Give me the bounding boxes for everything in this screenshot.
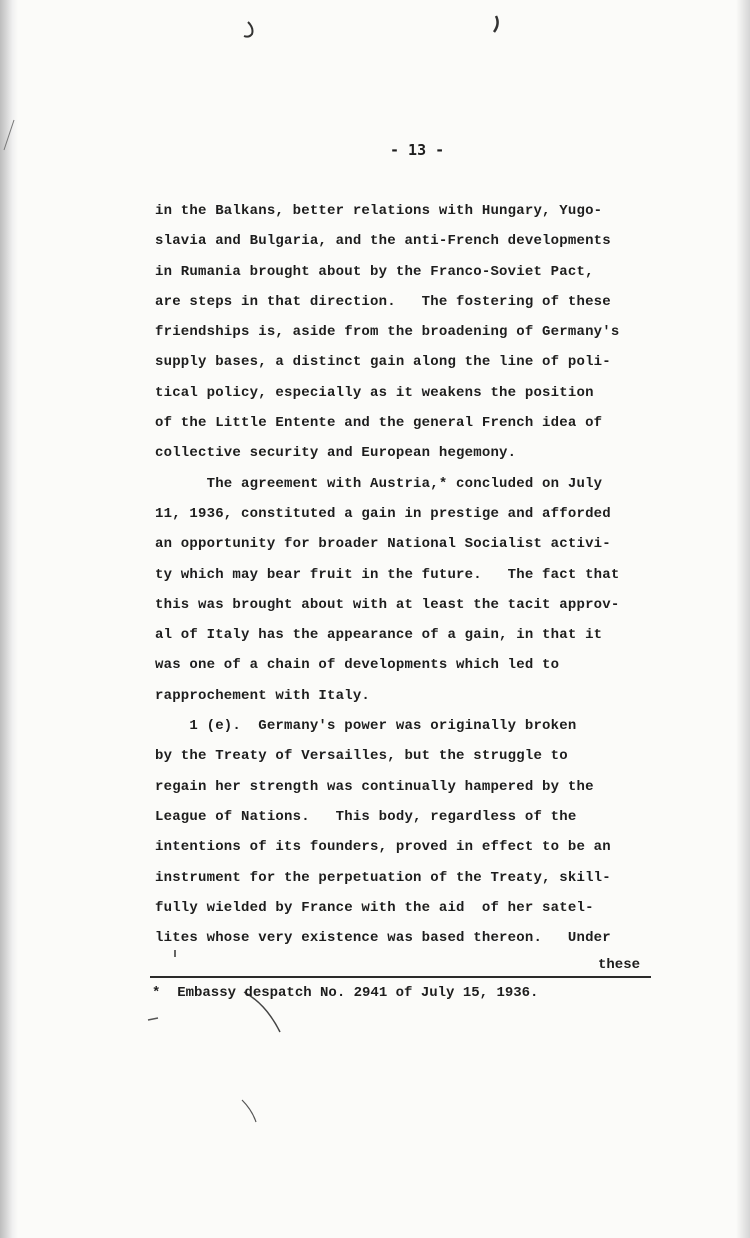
pen-mark-left-margin xyxy=(148,1018,158,1020)
text-line: League of Nations. This body, regardless of the xyxy=(155,808,577,825)
text-line: an opportunity for broader National Socialist activi- xyxy=(155,536,611,553)
text-line: slavia and Bulgaria, and the anti-French developments xyxy=(155,233,611,250)
edge-line xyxy=(4,120,14,150)
page-number: - 13 - xyxy=(390,141,445,159)
text-line: in the Balkans, better relations with Hungary, Yugo- xyxy=(155,203,603,219)
text-line: fully wielded by France with the aid of her satel- xyxy=(155,899,594,916)
footnote: * Embassy despatch No. 2941 of July 15, 1936. xyxy=(152,985,539,1001)
text-line: 1 (e). Germany's power was originally broken xyxy=(155,718,577,735)
text-line: ty which may bear fruit in the future. The fact that xyxy=(155,566,620,583)
text-line: supply bases, a distinct gain along the line of poli- xyxy=(155,354,611,371)
body-text xyxy=(155,196,655,953)
text-line: rapprochement with Italy. xyxy=(155,687,371,704)
text-line: of the Little Entente and the general French idea of xyxy=(155,415,603,432)
footnote-rule xyxy=(150,976,651,978)
text-line: regain her strength was continually hampered by the xyxy=(155,778,594,795)
text-line: by the Treaty of Versailles, but the struggle to xyxy=(155,748,568,765)
text-line: al of Italy has the appearance of a gain, in that it xyxy=(155,627,603,644)
pen-mark-top-right xyxy=(494,16,498,32)
text-line: tical policy, especially as it weakens the position xyxy=(155,384,594,401)
text-line: friendships is, aside from the broadening of Germany's xyxy=(155,324,620,341)
text-line: collective security and European hegemony. xyxy=(155,445,517,462)
text-line: this was brought about with at least the tacit approv- xyxy=(155,596,620,613)
text-line: 11, 1936, constituted a gain in prestige and afforded xyxy=(155,505,611,522)
text-line: lites whose very existence was based thereon. Under xyxy=(155,930,611,947)
pen-mark-top-left xyxy=(244,22,253,37)
text-line: in Rumania brought about by the Franco-Soviet Pact, xyxy=(155,263,594,280)
catchword: these xyxy=(598,957,641,973)
text-line: was one of a chain of developments which led to xyxy=(155,657,560,674)
pen-stroke-lower-2 xyxy=(242,1100,256,1122)
text-line: are steps in that direction. The fostering of these xyxy=(155,293,611,310)
text-line: intentions of its founders, proved in effect to be an xyxy=(155,839,611,856)
text-line: The agreement with Austria,* concluded on July xyxy=(155,475,603,492)
text-line: instrument for the perpetuation of the Treaty, skill- xyxy=(155,869,611,886)
